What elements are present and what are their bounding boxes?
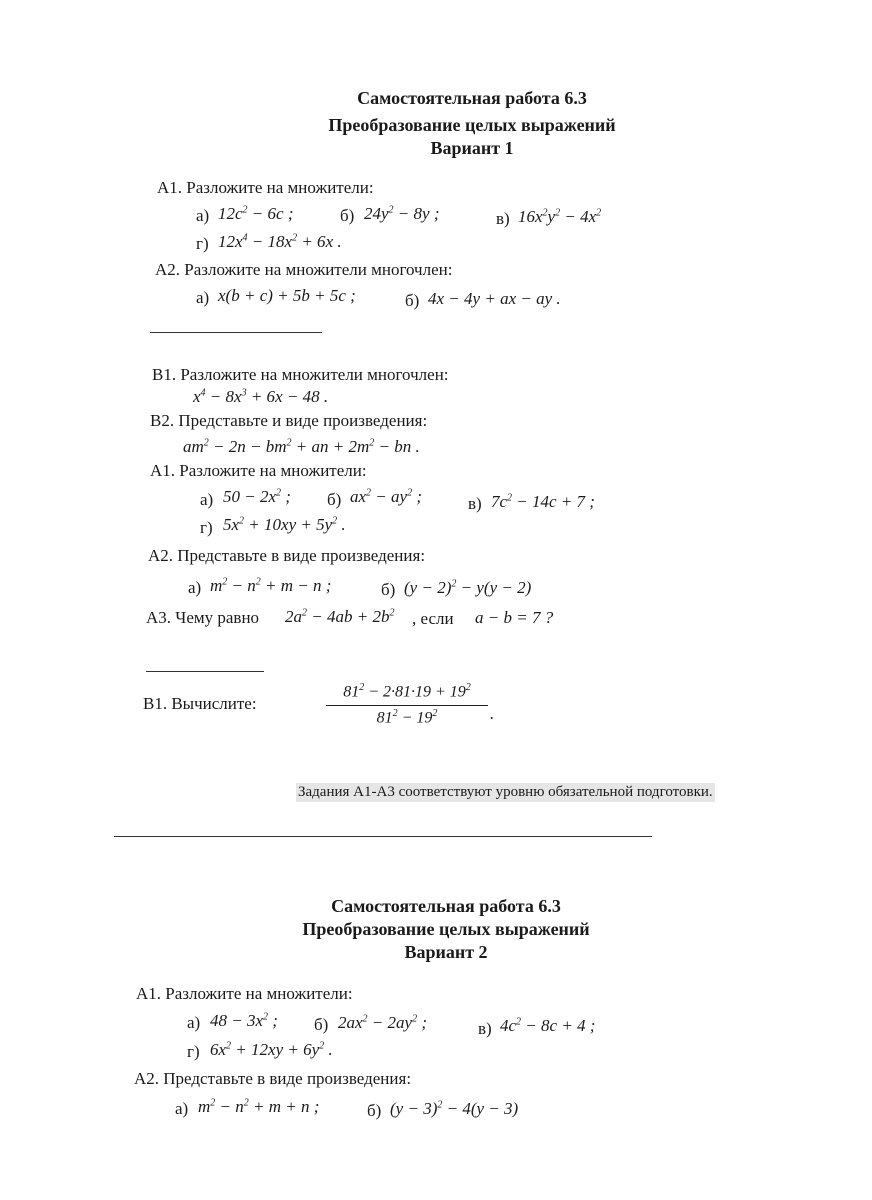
v2-title-line1: Самостоятельная работа 6.3 <box>331 896 561 916</box>
v1-a1b-a-label: а) <box>200 490 214 509</box>
fraction-numerator: $81^2 - 2\cdot 81\cdot 19 + 19^2$ <box>343 682 471 701</box>
v2-a1-d-label: г) <box>187 1042 200 1061</box>
v1-a2-a-expr: x(b + c) + 5b + 5c ; <box>218 286 356 305</box>
v1-a2b-b-expr: $(y - 2)^2 - y(y - 2)$ <box>404 578 532 597</box>
fraction-denominator: $81^2 - 19^2$ <box>376 708 438 727</box>
v1-b2-expr: $am^2 - 2n - bm^2$ + an + $2m^2$ − bn . <box>183 437 420 456</box>
v1-a3-expr: $2a^2 - 4ab + 2b^2$ <box>285 607 395 626</box>
v2-a1-d-expr: $6x^2 + 12xy + 6y^2$ . <box>210 1040 333 1059</box>
v2-a1-b-label: б) <box>314 1015 329 1034</box>
v2-a2-b-label: б) <box>367 1101 382 1120</box>
v1-a1-c-label: в) <box>496 209 510 228</box>
v1-b1b-heading: В1. Вычислите: <box>143 694 257 713</box>
v1-b2-heading: В2. Представьте и виде произведения: <box>150 411 428 430</box>
v1-a1-c-expr: $16x^2y^2 - 4x^2$ <box>518 207 602 226</box>
section-divider <box>146 671 264 672</box>
v1-a2-b-label: б) <box>405 291 420 310</box>
v2-title-line3: Вариант 2 <box>404 942 488 962</box>
v1-b1-heading: В1. Разложите на множители многочлен: <box>152 365 449 384</box>
v2-a1-c-expr: $4c^2 - 8c + 4$ ; <box>500 1016 596 1035</box>
v2-a1-c-label: в) <box>478 1019 492 1038</box>
v1-a1b-a-expr: $50 - 2x^2$ ; <box>223 487 291 506</box>
v1-title-line3: Вариант 1 <box>430 138 514 158</box>
v1-a1-a-label: а) <box>196 206 210 225</box>
v1-a1b-c-expr: $7c^2 - 14c + 7$ ; <box>491 492 595 511</box>
variant-separator <box>114 836 652 837</box>
v1-a2b-b-label: б) <box>381 580 396 599</box>
v1-a1-a-expr: $12c^2 - 6c$ ; <box>218 204 294 223</box>
v1-a3-heading: А3. Чему равно <box>146 608 260 627</box>
v2-a2-heading: А2. Представьте в виде произведения: <box>134 1069 412 1088</box>
v1-a2b-a-label: а) <box>188 578 202 597</box>
v2-a1-a-expr: $48 - 3x^2$ ; <box>210 1011 278 1030</box>
v1-a1b-heading: А1. Разложите на множители: <box>150 461 367 480</box>
v2-a2-a-label: а) <box>175 1099 189 1118</box>
v1-a2b-heading: А2. Представьте в виде произведения: <box>148 546 426 565</box>
v1-a2-b-expr: 4x − 4y + ax − ay . <box>428 289 561 308</box>
v1-a1b-b-label: б) <box>327 490 342 509</box>
v2-a2-a-expr: $m^2 - n^2 + m + n$ ; <box>198 1097 320 1116</box>
v1-a1-b-expr: $24y^2 - 8y$ ; <box>364 204 440 223</box>
v2-a2-b-expr: $(y - 3)^2 - 4(y - 3)$ <box>390 1099 519 1118</box>
v1-a3-condition-word: , если <box>412 609 454 628</box>
v1-a1-d-label: г) <box>196 234 209 253</box>
v1-a1-heading: А1. Разложите на множители: <box>157 178 374 197</box>
v1-title-line1: Самостоятельная работа 6.3 <box>357 88 587 108</box>
v1-a2b-a-expr: $m^2 - n^2 + m - n$ ; <box>210 576 332 595</box>
v1-a1-b-label: б) <box>340 206 355 225</box>
v2-title-line2: Преобразование целых выражений <box>302 919 590 939</box>
v2-a1-a-label: а) <box>187 1013 201 1032</box>
v1-a1b-d-label: г) <box>200 518 213 537</box>
v1-a2-a-label: а) <box>196 288 210 307</box>
v1-a1-d-expr: $12x^4 - 18x^2 + 6x$ . <box>218 232 342 251</box>
v1-b1b-fraction <box>326 682 488 728</box>
section-divider <box>150 332 322 333</box>
v2-a1-heading: А1. Разложите на множители: <box>136 984 353 1003</box>
v1-a1b-c-label: в) <box>468 494 482 513</box>
fraction-bar <box>326 705 488 706</box>
v1-title-line2: Преобразование целых выражений <box>328 115 616 135</box>
v1-a1b-b-expr: $ax^2 - ay^2$ ; <box>350 487 422 506</box>
v1-a3-condition: a − b = 7 ? <box>475 608 554 627</box>
v1-a1b-d-expr: $5x^2 + 10xy + 5y^2$ . <box>223 515 346 534</box>
v2-a1-b-expr: $2ax^2 - 2ay^2$ ; <box>338 1013 427 1032</box>
v1-note: Задания А1-А3 соответствуют уровню обязательной подготовки. <box>298 784 713 800</box>
fraction-period: . <box>490 704 495 723</box>
v1-b1-expr: $x^4 - 8x^3 + 6x - 48$ . <box>193 387 329 406</box>
v1-a2-heading: А2. Разложите на множители многочлен: <box>155 260 453 279</box>
